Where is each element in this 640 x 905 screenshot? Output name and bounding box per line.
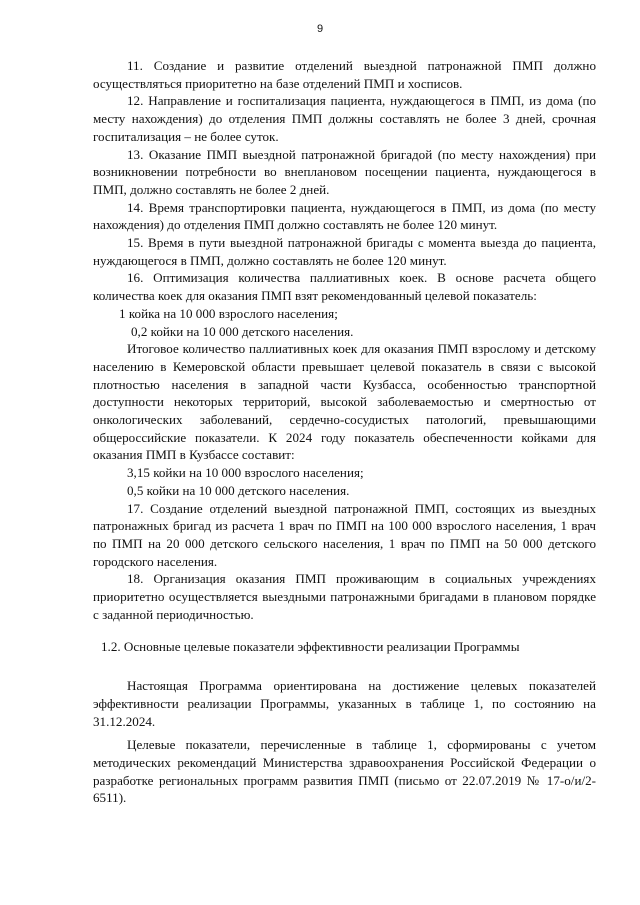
bed-2024-adult: 3,15 койки на 10 000 взрослого населения;: [127, 465, 364, 481]
bed-target-adult: 1 койка на 10 000 взрослого населения;: [119, 305, 338, 321]
page-number: 9: [316, 23, 324, 35]
paragraph-18: 18. Организация оказания ПМП проживающим в социальных учреждениях приоритетно осуществляется выездными патронажными бригадами в плановом порядке с заданной периодичностью.: [93, 571, 596, 622]
section-paragraph-2: Целевые показатели, перечисленные в таблице 1, сформированы с учетом методических рекомендаций Министерства здравоохранения Российской Федерации о разработке региональных программ развития ПМП (письмо от 22.07.2019 № 17-о/и/2-6511).: [93, 737, 596, 806]
paragraph-14: 14. Время транспортировки пациента, нуждающегося в ПМП, из дома (по месту нахождения) до отделения ПМП должно составлять не более 120 минут.: [93, 199, 596, 233]
paragraph-16-total: Итоговое количество паллиативных коек для оказания ПМП взрослому и детскому населению в Кемеровской области превышает целевой показатель в связи с высокой плотностью населения в западной части Кузбасса, особенностью транспортной доступности некоторых территорий, высокой заболеваемостью и смертностью от онкологических заболеваний, сердечно-сосудистых патологий, превышающими общероссийские показатели. К 2024 году показатель обеспеченности койками для оказания ПМП в Кузбассе составит:: [93, 341, 596, 463]
paragraph-16: 16. Оптимизация количества паллиативных коек. В основе расчета общего количества коек для оказания ПМП взят рекомендованный целевой показатель:: [93, 270, 596, 304]
paragraph-12: 12. Направление и госпитализация пациента, нуждающегося в ПМП, из дома (по месту нахождения) до отделения ПМП должны составлять не более 3 дней, срочная госпитализация – не более суток.: [93, 93, 596, 144]
bed-2024-child: 0,5 койки на 10 000 детского населения.: [127, 482, 350, 498]
bed-target-child: 0,2 койки на 10 000 детского населения.: [131, 323, 354, 339]
paragraph-17: 17. Создание отделений выездной патронажной ПМП, состоящих из выездных патронажных бригад из расчета 1 врач по ПМП на 100 000 взрослого населения, 1 врач по ПМП на 20 000 детского сельского населения, 1 врач по ПМП на 50 000 детского городского населения.: [93, 500, 596, 569]
paragraph-13: 13. Оказание ПМП выездной патронажной бригадой (по месту нахождения) при возникновении потребности во внеплановом посещении пациента, нуждающегося в ПМП, должно составлять не более 2 дней.: [93, 146, 596, 197]
document-body: [93, 57, 596, 807]
paragraph-11: 11. Создание и развитие отделений выездной патронажной ПМП должно осуществляться приоритетно на базе отделений ПМП и хосписов.: [93, 58, 596, 91]
section-heading: 1.2. Основные целевые показатели эффективности реализации Программы: [101, 638, 520, 654]
section-paragraph-1: Настоящая Программа ориентирована на достижение целевых показателей эффективности реализации Программы, указанных в таблице 1, по состоянию на 31.12.2024.: [93, 678, 596, 729]
paragraph-15: 15. Время в пути выездной патронажной бригады с момента выезда до пациента, нуждающегося в ПМП, должно составлять не более 120 минут.: [93, 235, 596, 268]
